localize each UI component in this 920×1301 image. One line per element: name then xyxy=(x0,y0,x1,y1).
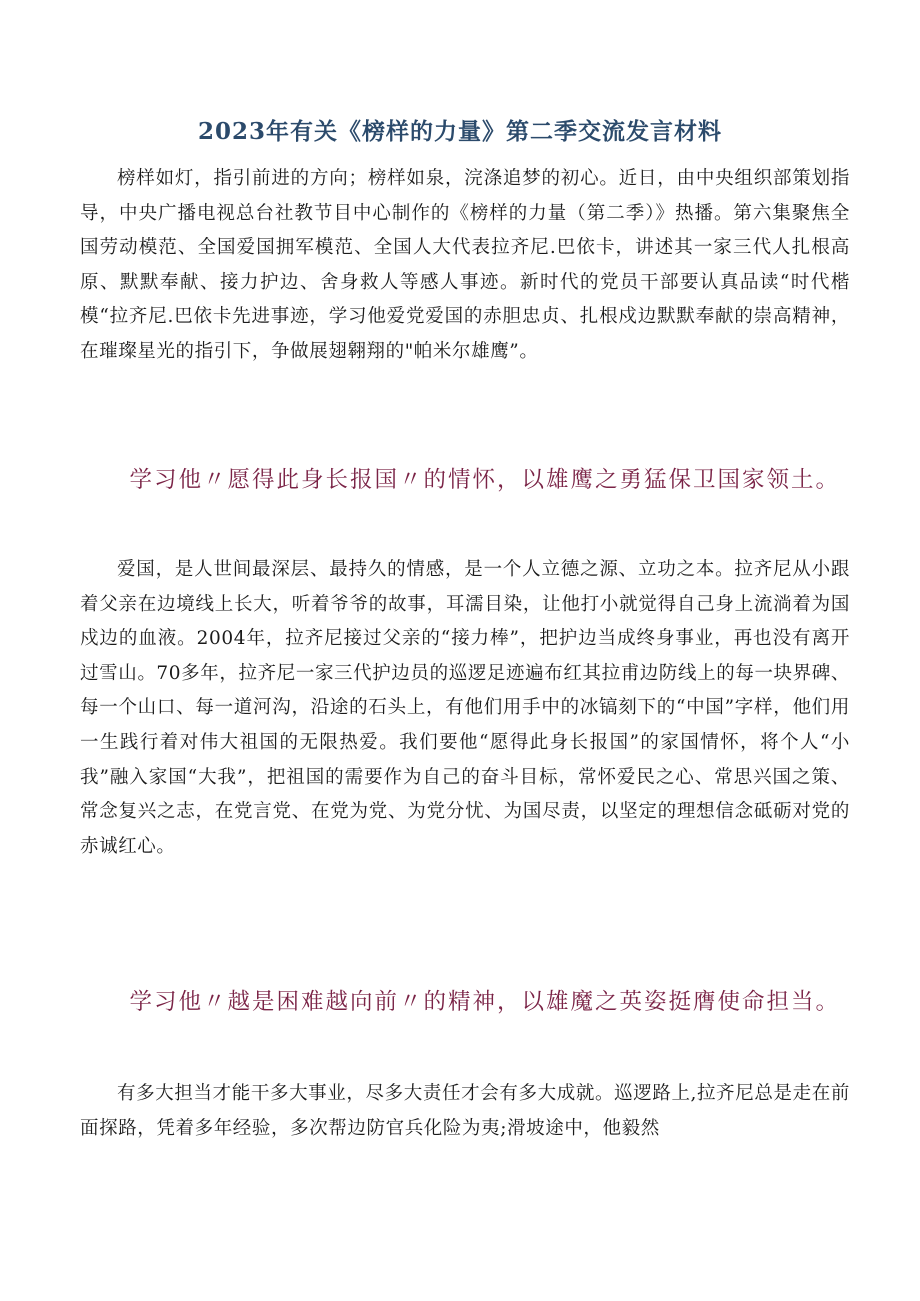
section-heading-2: 学习他〃越是困难越向前〃的精神，以雄魔之英姿挺膺使命担当。 xyxy=(129,989,841,1015)
document-title: 2023年有关《榜样的力量》第二季交流发言材料 xyxy=(197,118,722,145)
paragraph-intro: 榜样如灯，指引前进的方向；榜样如泉，浣涤追梦的初心。近日，由中央组织部策划指导，中央广播电视总台社教节目中心制作的《榜样的力量（第二季）》热播。第六集聚焦全国劳动模范、全国爱国拥军模范、全国人大代表拉齐尼.巴依卡，讲述其一家三代人扎根高原、默默奉献、接力护边、舍身救人等感人事迹。新时代的党员干部要认真品读“时代楷模“拉齐尼.巴依卡先进事迹，学习他爱党爱国的赤胆忠贞、扎根戍边默默奉献的崇高精神，在璀璨星光的指引下，争做展翅翱翔的"帕米尔雄鹰”。 xyxy=(80,168,850,362)
section-heading-1: 学习他〃愿得此身长报国〃的情怀，以雄鹰之勇猛保卫国家领土。 xyxy=(129,467,841,493)
paragraph-responsibility: 有多大担当才能干多大事业，尽多大责任才会有多大成就。巡逻路上,拉齐尼总是走在前面探路，凭着多年经验，多次帮边防官兵化险为夷;滑坡途中，他毅然 xyxy=(80,1083,850,1139)
paragraph-patriotism: 爱国，是人世间最深层、最持久的情感，是一个人立德之源、立功之本。拉齐尼从小跟着父亲在边境线上长大，听着爷爷的故事，耳濡目染，让他打小就觉得自己身上流淌着为国戍边的血液。2004年，拉齐尼接过父亲的“接力棒”，把护边当成终身事业，再也没有离开过雪山。70多年，拉齐尼一家三代护边员的巡逻足迹遍布红其拉甫边防线上的每一块界碑、每一个山口、每一道河沟，沿途的石头上，有他们用手中的冰镐刻下的“中国”字样，他们用一生践行着对伟大祖国的无限热爱。我们要他“愿得此身长报国”的家国情怀，将个人“小我”融入家国“大我”，把祖国的需要作为自己的奋斗目标，常怀爱民之心、常思兴国之策、常念复兴之志，在党言党、在党为党、为党分忧、为国尽责，以坚定的理想信念砥砺对党的赤诚红心。 xyxy=(80,559,850,857)
